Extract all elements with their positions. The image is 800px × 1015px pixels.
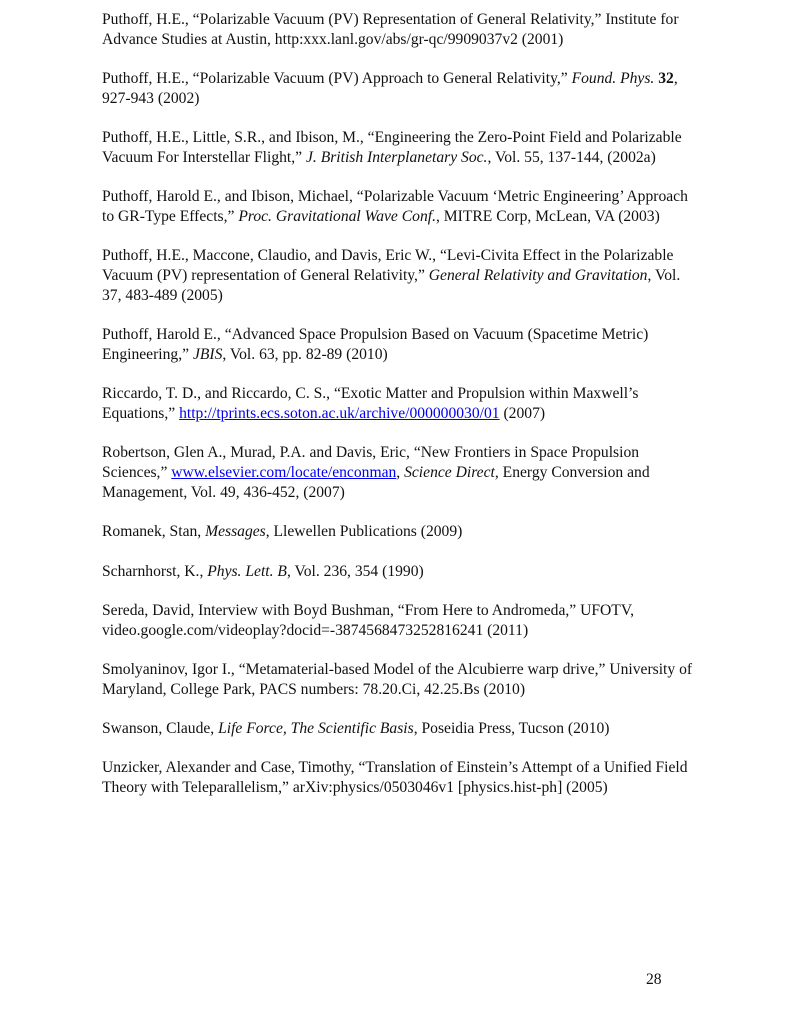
reference-italic-text: Proc. Gravitational Wave Conf.: [238, 208, 436, 226]
reference-italic-text: Science Direct: [404, 464, 495, 482]
reference-entry: [102, 719, 702, 739]
reference-text: , Poseidia Press, Tucson (2010): [413, 720, 610, 738]
reference-entry: [102, 758, 702, 798]
reference-text: Puthoff, Harold E., “Advanced Space Propulsion Based on Vacuum (Spacetime Metric) Engineering,”: [102, 326, 649, 364]
reference-text: Unzicker, Alexander and Case, Timothy, “Translation of Einstein’s Attempt of a Unified Field Theory with Teleparallelism,” arXiv:physics/0503046v1 [physics.hist-ph] (2005): [102, 759, 688, 797]
reference-text: Swanson, Claude,: [102, 720, 219, 738]
reference-italic-text: JBIS: [192, 346, 223, 364]
reference-text: Smolyaninov, Igor I., “Metamaterial-based Model of the Alcubierre warp drive,” University of Maryland, College Park, PACS numbers: 78.20.Ci, 42.25.Bs (2010): [102, 661, 693, 698]
reference-entry: [102, 128, 702, 168]
reference-entry: [102, 660, 702, 700]
reference-entry: [102, 522, 702, 542]
reference-text: Sereda, David, Interview with Boyd Bushman, “From Here to Andromeda,” UFOTV, video.google.com/videoplay?docid=-3874568473252816241 (2011): [102, 601, 634, 639]
reference-text: Puthoff, H.E., Little, S.R., and Ibison, M., “Engineering the Zero-Point Field and Polarizable Vacuum For Interstellar Flight,”: [102, 129, 682, 166]
reference-entry: [102, 246, 702, 305]
reference-entry: [102, 10, 702, 50]
reference-entry: [102, 384, 702, 424]
reference-italic-text: Phys. Lett. B: [207, 562, 287, 580]
reference-text: Robertson, Glen A., Murad, P.A. and Davis, Eric, “New Frontiers in Space Propulsion Sciences,”: [102, 444, 640, 482]
reference-italic-text: Found. Phys.: [571, 70, 655, 88]
reference-entry: [102, 69, 702, 109]
reference-link[interactable]: http://tprints.ecs.soton.ac.uk/archive/000000030/01: [179, 405, 500, 423]
reference-italic-text: General Relativity and Gravitation: [428, 267, 648, 285]
reference-entry: [102, 601, 702, 641]
reference-list: [102, 10, 702, 818]
reference-text: Puthoff, H.E., Maccone, Claudio, and Davis, Eric W., “Levi-Civita Effect in the Polarizable Vacuum (PV) representation of General Relativity,”: [102, 247, 674, 285]
reference-text: Puthoff, H.E., “Polarizable Vacuum (PV) Representation of General Relativity,” Institute for Advance Studies at Austin, http:xxx.lanl.gov/abs/gr-qc/9909037v2 (2001): [102, 11, 679, 48]
reference-text: , Vol. 236, 354 (1990): [286, 562, 424, 580]
reference-text: (2007): [499, 405, 546, 423]
reference-link[interactable]: www.elsevier.com/locate/enconman: [171, 464, 397, 482]
reference-entry: [102, 443, 702, 502]
reference-text: , MITRE Corp, McLean, VA (2003): [435, 208, 660, 226]
reference-entry: [102, 187, 702, 227]
reference-text: , Vol. 55, 137-144, (2002a): [487, 148, 656, 166]
reference-entry: [102, 325, 702, 365]
reference-text: Riccardo, T. D., and Riccardo, C. S., “Exotic Matter and Propulsion within Maxwell’s Equations,”: [102, 385, 639, 423]
reference-text: ,: [396, 464, 405, 482]
reference-italic-text: Life Force, The Scientific Basis: [218, 720, 414, 738]
reference-text: , 927-943 (2002): [102, 70, 678, 107]
reference-text: Romanek, Stan,: [102, 523, 206, 541]
reference-text: , Vol. 37, 483-489 (2005): [102, 267, 681, 304]
reference-text: Puthoff, Harold E., and Ibison, Michael, “Polarizable Vacuum ‘Metric Engineering’ Approach to GR-Type Effects,”: [102, 188, 688, 226]
reference-text: , Llewellen Publications (2009): [265, 523, 463, 541]
page-number: 28: [646, 971, 662, 988]
reference-bold-text: 32: [658, 70, 674, 88]
reference-text: , Energy Conversion and Management, Vol. 49, 436-452, (2007): [102, 464, 650, 502]
reference-text: , Vol. 63, pp. 82-89 (2010): [222, 346, 388, 364]
reference-text: Scharnhorst, K.,: [102, 562, 208, 580]
reference-text: Puthoff, H.E., “Polarizable Vacuum (PV) Approach to General Relativity,”: [102, 70, 572, 88]
reference-entry: [102, 562, 702, 582]
reference-italic-text: Messages: [205, 523, 266, 541]
reference-italic-text: J. British Interplanetary Soc.: [305, 148, 488, 166]
